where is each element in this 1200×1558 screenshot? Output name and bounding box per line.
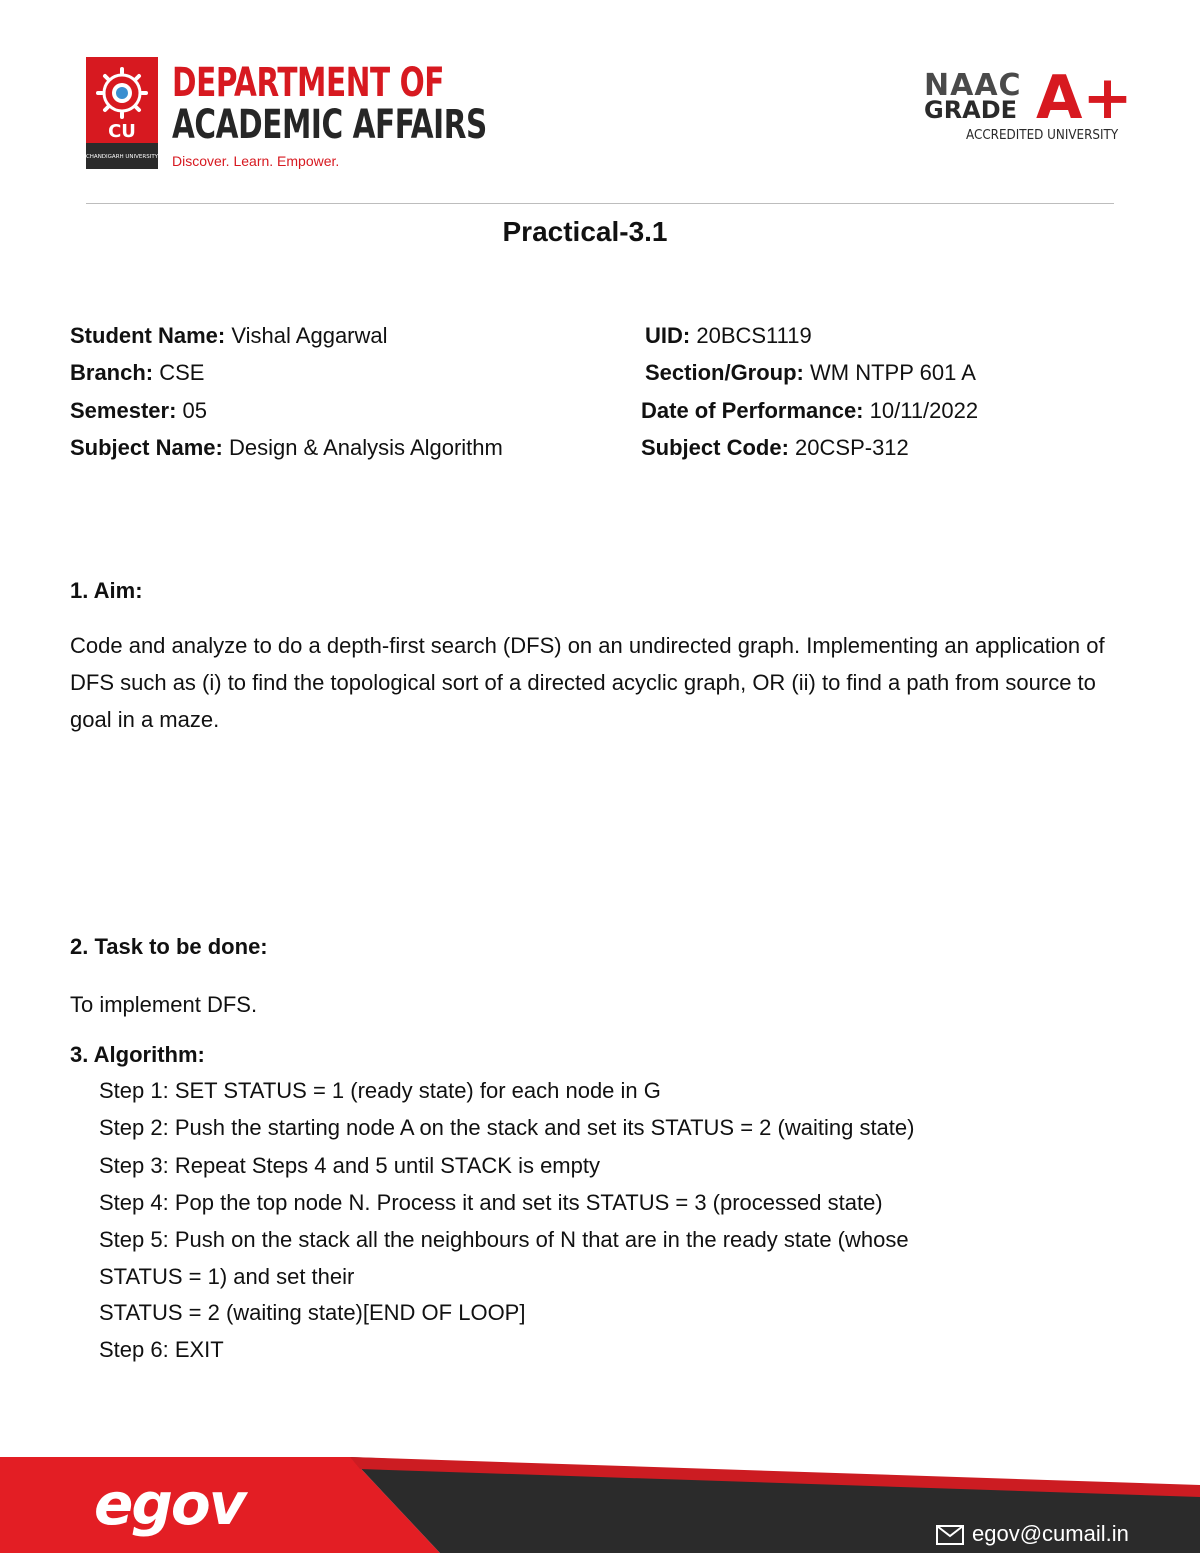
cu-logo-lettering: CU: [108, 121, 136, 142]
subject-label: Subject Name:: [70, 435, 223, 460]
envelope-icon: [936, 1525, 964, 1545]
cu-gear-emblem-icon: [98, 69, 146, 117]
algorithm-step: STATUS = 2 (waiting state)[END OF LOOP]: [99, 1300, 526, 1325]
date-label: Date of Performance:: [641, 398, 864, 423]
uid-row: [645, 323, 812, 349]
footer-email: egov@cumail.in: [972, 1521, 1129, 1546]
subject-code-label: Subject Code:: [641, 435, 789, 460]
algorithm-step: STATUS = 1) and set their: [99, 1264, 355, 1289]
header-divider: [86, 203, 1114, 204]
semester-row: [70, 398, 207, 424]
dept-title-line2: ACADEMIC AFFAIRS: [172, 102, 487, 148]
date-value: 10/11/2022: [869, 398, 979, 423]
naac-label: NAAC: [924, 68, 1022, 103]
grade-mark: A+: [1036, 63, 1133, 133]
algorithm-step: Step 4: Pop the top node N. Process it and set its STATUS = 3 (processed state): [99, 1190, 883, 1215]
subject-code-value: 20CSP-312: [795, 435, 909, 460]
cu-logo: [86, 57, 158, 169]
algorithm-step: Step 2: Push the starting node A on the stack and set its STATUS = 2 (waiting state): [99, 1115, 915, 1140]
aim-text: Code and analyze to do a depth-first search (DFS) on an undirected graph. Implementing an application of DFS such as (i) to find the topological sort of a directed acyclic graph, OR (ii) to find a path from source to goal in a maze.: [70, 633, 1105, 732]
algorithm-step: Step 5: Push on the stack all the neighbours of N that are in the ready state (whose: [99, 1227, 909, 1252]
algorithm-step: Step 6: EXIT: [99, 1337, 224, 1362]
branch-row: [70, 360, 205, 386]
subject-value: Design & Analysis Algorithm: [228, 435, 503, 460]
subject-code-row: [641, 435, 909, 461]
aim-heading: 1. Aim:: [70, 578, 143, 603]
branch-label: Branch:: [70, 360, 154, 385]
student-name-value: Vishal Aggarwal: [231, 323, 388, 348]
semester-label: Semester:: [70, 398, 177, 423]
page-title: Practical-3.1: [502, 216, 668, 247]
date-row: [641, 398, 978, 424]
semester-value: 05: [182, 398, 207, 423]
task-text: To implement DFS.: [70, 992, 258, 1017]
uid-label: UID:: [645, 323, 691, 348]
uid-value: 20BCS1119: [696, 323, 812, 348]
egov-logo: egov: [94, 1470, 245, 1538]
section-label: Section/Group:: [645, 360, 804, 385]
grade-label: GRADE: [924, 96, 1018, 124]
algorithm-heading: 3. Algorithm:: [70, 1042, 205, 1067]
subject-row: [70, 435, 503, 461]
section-value: WM NTPP 601 A: [810, 360, 976, 385]
student-name-row: [70, 323, 388, 349]
algorithm-step: Step 1: SET STATUS = 1 (ready state) for each node in G: [99, 1078, 661, 1103]
task-heading: 2. Task to be done:: [70, 934, 268, 959]
accredited-label: ACCREDITED UNIVERSITY: [966, 128, 1119, 143]
naac-badge: [924, 63, 1133, 146]
algorithm-step: Step 3: Repeat Steps 4 and 5 until STACK is empty: [99, 1153, 600, 1178]
dept-tagline: Discover. Learn. Empower.: [172, 153, 340, 169]
cu-logo-caption: CHANDIGARH UNIVERSITY: [86, 154, 158, 160]
student-name-label: Student Name:: [70, 323, 226, 348]
branch-value: CSE: [159, 360, 205, 385]
dept-title-line1: DEPARTMENT OF: [172, 60, 445, 106]
section-row: [645, 360, 976, 386]
